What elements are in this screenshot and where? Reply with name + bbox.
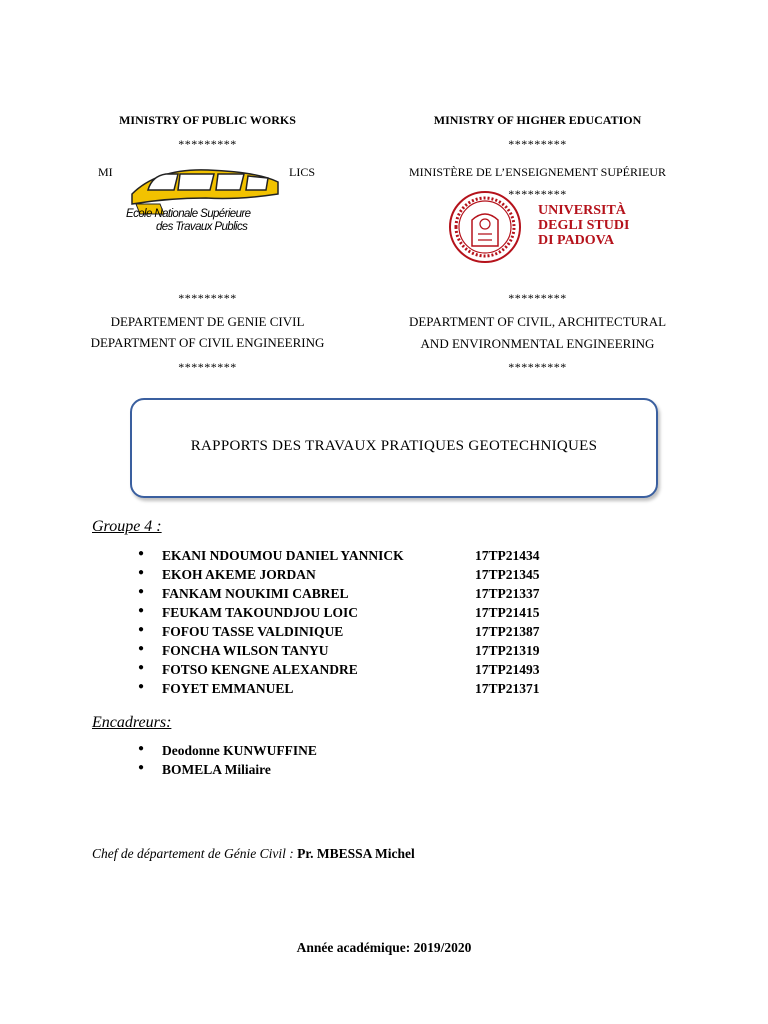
padova-logo-text-3: DI PADOVA (538, 233, 615, 248)
member-name: FEUKAM TAKOUNDJOU LOIC (162, 605, 359, 620)
member-id: 17TP21493 (475, 662, 540, 677)
padova-logo (448, 190, 630, 264)
left-ministere-start: MI (98, 165, 113, 179)
member-name: FONCHA WILSON TANYU (162, 643, 329, 658)
supervisor-name: BOMELA Miliaire (162, 762, 271, 777)
academic-year (0, 940, 768, 956)
enstp-logo-text-2: des Travaux Publics (156, 221, 248, 233)
right-stars-2: ********* (508, 291, 567, 305)
enstp-logo-text-1: Ecole Nationale Supérieure (126, 208, 251, 220)
bullet-icon: ● (138, 567, 145, 578)
member-id: 17TP21387 (475, 624, 540, 639)
report-title: RAPPORTS DES TRAVAUX PRATIQUES GEOTECHNIQUES (190, 438, 598, 454)
chef-line (92, 846, 415, 862)
right-ministere: MINISTÈRE DE L’ENSEIGNEMENT SUPÉRIEUR (409, 165, 666, 179)
bullet-icon: ● (138, 643, 145, 654)
padova-logo-text-1: UNIVERSITÀ (538, 203, 626, 218)
supervisors-heading: Encadreurs: (92, 714, 172, 731)
bullet-icon: ● (138, 586, 145, 597)
left-dept-en: DEPARTMENT OF CIVIL ENGINEERING (90, 335, 325, 350)
right-stars-overlap: ********* (508, 187, 567, 201)
year-label: Année académique: (296, 940, 411, 955)
member-id: 17TP21415 (475, 605, 540, 620)
member-id: 17TP21371 (475, 681, 540, 696)
title-box (130, 398, 658, 498)
bullet-icon: ● (138, 548, 145, 559)
group-heading: Groupe 4 : (92, 518, 162, 535)
supervisor-name: Deodonne KUNWUFFINE (162, 743, 317, 758)
chef-name: Pr. MBESSA Michel (297, 846, 415, 861)
left-stars-2: ********* (178, 291, 237, 305)
bullet-icon: ● (138, 762, 145, 773)
right-stars-1: ********* (508, 137, 567, 151)
padova-logo-text-2: DEGLI STUDI (538, 218, 630, 233)
left-stars-3: ********* (178, 360, 237, 374)
member-id: 17TP21434 (475, 548, 540, 563)
member-name: FANKAM NOUKIMI CABREL (162, 586, 349, 601)
left-ministere-end: LICS (289, 165, 316, 179)
member-id: 17TP21337 (475, 586, 540, 601)
member-name: EKANI NDOUMOU DANIEL YANNICK (162, 548, 404, 563)
member-name: FOTSO KENGNE ALEXANDRE (162, 662, 358, 677)
member-name: FOYET EMMANUEL (162, 681, 294, 696)
right-stars-3: ********* (508, 360, 567, 374)
chef-label: Chef de département de Génie Civil : (92, 846, 294, 861)
bullet-icon: ● (138, 681, 145, 692)
enstp-logo (118, 160, 286, 240)
bullet-icon: ● (138, 605, 145, 616)
right-dept-line2: AND ENVIRONMENTAL ENGINEERING (420, 336, 655, 351)
right-dept-line1: DEPARTMENT OF CIVIL, ARCHITECTURAL (408, 314, 667, 329)
member-name: EKOH AKEME JORDAN (162, 567, 316, 582)
member-id: 17TP21319 (475, 643, 540, 658)
left-dept-fr: DEPARTEMENT DE GENIE CIVIL (110, 314, 305, 329)
year-value: 2019/2020 (413, 940, 472, 955)
member-name: FOFOU TASSE VALDINIQUE (162, 624, 344, 639)
bullet-icon: ● (138, 624, 145, 635)
member-id: 17TP21345 (475, 567, 540, 582)
left-stars-1: ********* (178, 137, 237, 151)
bullet-icon: ● (138, 662, 145, 673)
bullet-icon: ● (138, 743, 145, 754)
right-ministry: MINISTRY OF HIGHER EDUCATION (433, 113, 642, 127)
left-ministry: MINISTRY OF PUBLIC WORKS (119, 113, 296, 127)
